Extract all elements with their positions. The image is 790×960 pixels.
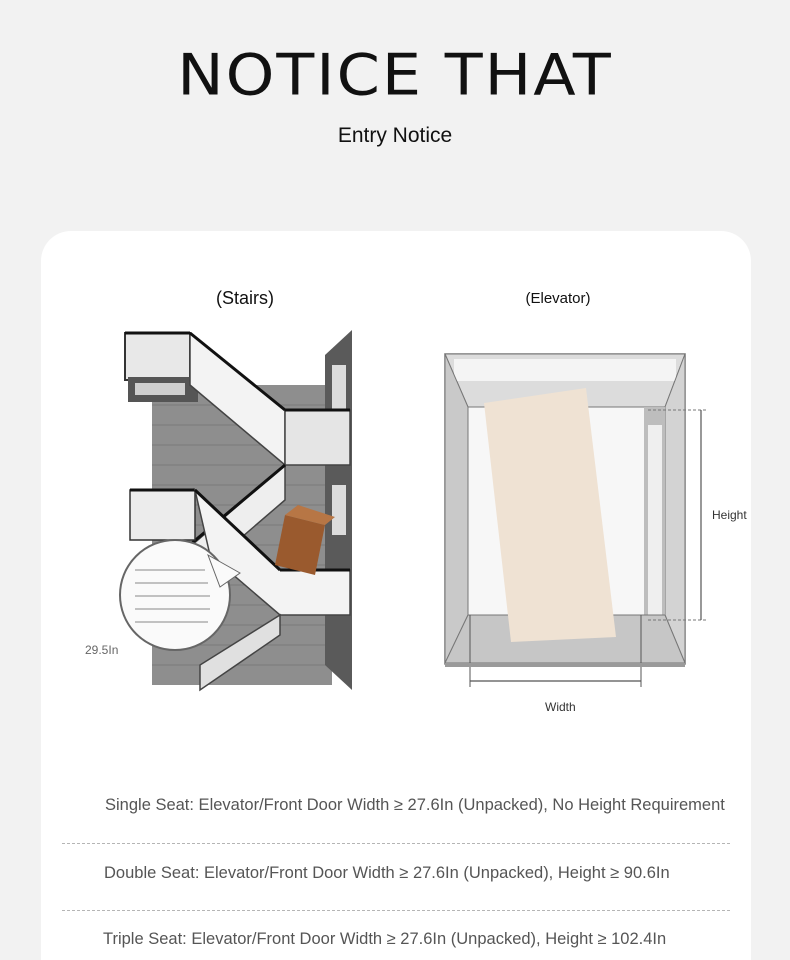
elevator-width-label: Width: [545, 700, 576, 714]
elevator-height-label: Height: [712, 508, 747, 522]
stairs-illustration: [80, 325, 370, 695]
divider: [62, 910, 730, 911]
page-title: NOTICE THAT: [177, 40, 613, 109]
elevator-illustration: [436, 345, 756, 725]
elevator-label: (Elevator): [525, 290, 591, 307]
requirement-triple-seat: Triple Seat: Elevator/Front Door Width ≥ 27.6In (Unpacked), Height ≥ 102.4In: [103, 930, 667, 948]
requirement-single-seat: Single Seat: Elevator/Front Door Width ≥ 27.6In (Unpacked), No Height Requirement: [105, 796, 725, 814]
requirement-double-seat: Double Seat: Elevator/Front Door Width ≥ 27.6In (Unpacked), Height ≥ 90.6In: [104, 864, 670, 882]
page-subtitle: Entry Notice: [337, 124, 453, 147]
divider: [62, 843, 730, 844]
stairs-dimension-label: 29.5In: [85, 643, 119, 657]
stairs-label: (Stairs): [216, 288, 274, 308]
